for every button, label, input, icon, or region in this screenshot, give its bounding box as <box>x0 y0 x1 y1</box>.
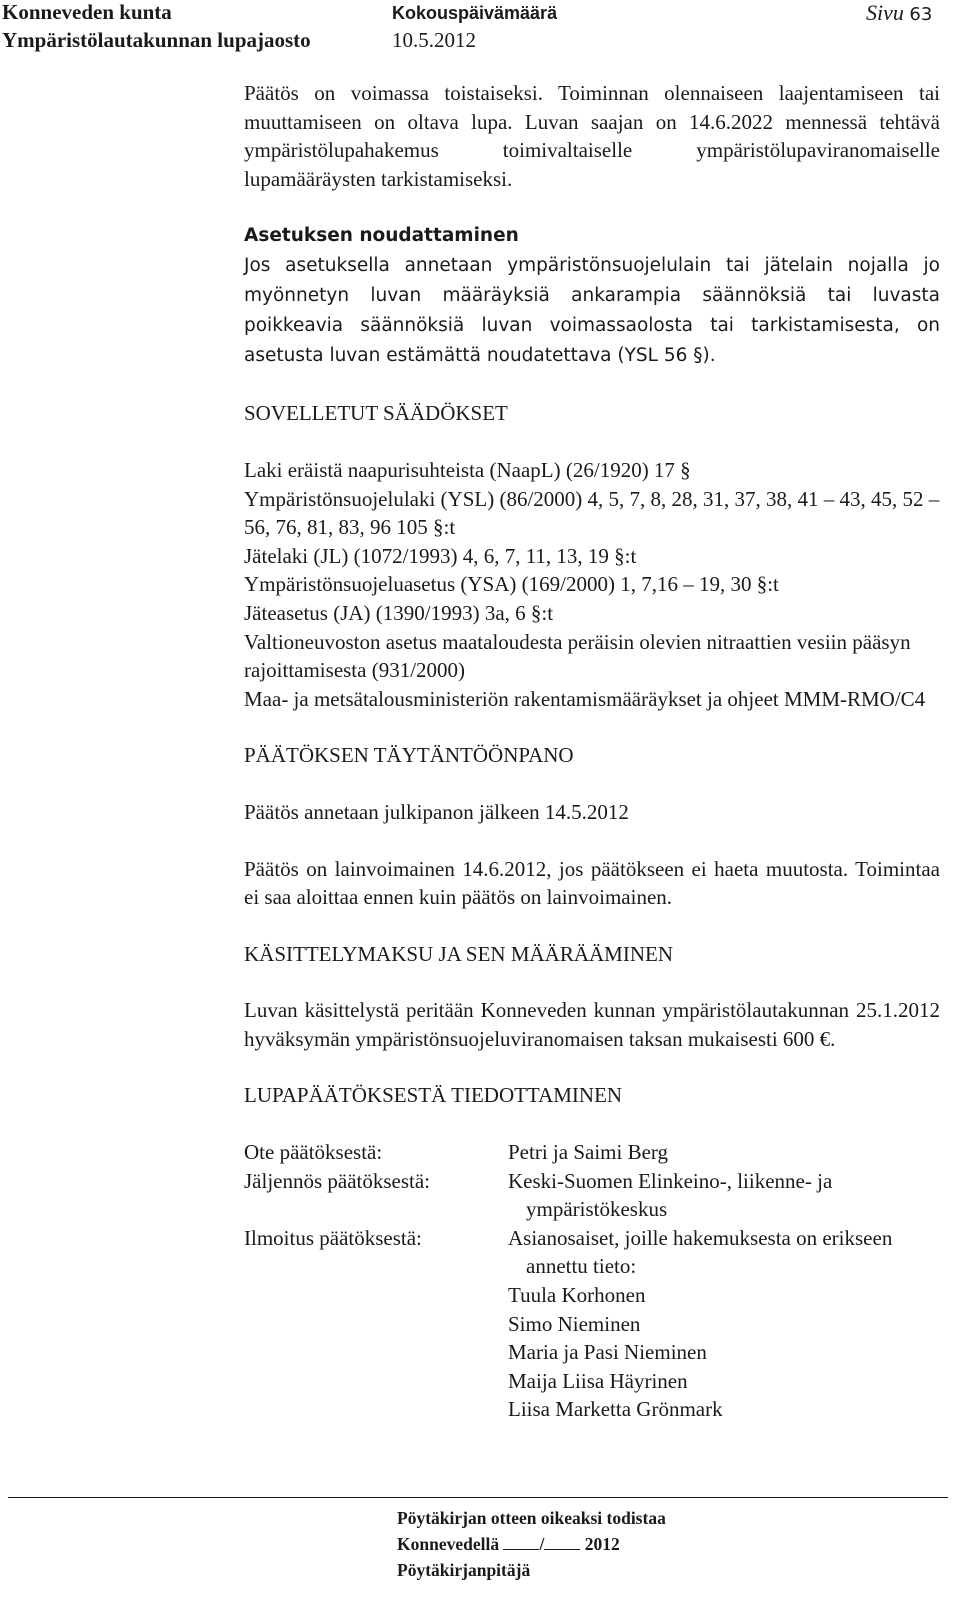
saados-item: Ympäristönsuojeluasetus (YSA) (169/2000) 1, 7,16 – 19, 30 §:t <box>244 572 779 597</box>
recipient: Liisa Marketta Grönmark <box>508 1397 723 1422</box>
month-blank <box>544 1535 580 1550</box>
maksu-heading: KÄSITTELYMAKSU JA SEN MÄÄRÄÄMINEN <box>244 941 673 966</box>
meeting-date: 10.5.2012 <box>392 28 476 52</box>
asetus-paragraph: Jos asetuksella annetaan ympäristönsuojelulain tai jätelain nojalla jo myönnetyn luvan määräyksiä ankarampia säännöksiä tai luvasta poikkeavia säännöksiä luvan voimassaolosta tai tarkistamisesta, on asetusta luvan estämättä noudatettava (YSL 56 ⁠§). <box>244 255 940 367</box>
distribution-list <box>244 1138 940 1424</box>
ilmoitus-value-line: Asianosaiset, joille hakemuksesta on erikseen <box>508 1225 893 1250</box>
recipient: Maria ja Pasi Nieminen <box>508 1340 707 1365</box>
taytanto-paragraph-1: Päätös annetaan julkipanon jälkeen 14.5.2012 <box>244 799 629 824</box>
jaljennos-label: Jäljennös päätöksestä: <box>244 1168 431 1193</box>
ilmoitus-value-line: annettu tieto: <box>526 1254 637 1279</box>
certification-year: 2012 <box>584 1534 620 1554</box>
maksu-paragraph: Luvan käsittelystä peritään Konneveden kunnan ympäristölautakunnan 25.1.2012 hyväksymän ympäristönsuojeluviranomaisen taksan mukaisesti 600 €. <box>244 998 940 1051</box>
saados-item: Laki eräistä naapurisuhteista (NaapL) (26/1920) 17 § <box>244 457 691 482</box>
page-indicator <box>866 0 932 26</box>
municipality-name: Konneveden kunta <box>2 0 172 24</box>
ilmoitus-label: Ilmoitus päätöksestä: <box>244 1225 422 1250</box>
certification-text: Pöytäkirjan otteen oikeaksi todistaa <box>397 1508 666 1528</box>
page-word: Sivu <box>866 0 904 25</box>
tiedottaminen-heading: LUPAPÄÄTÖKSESTÄ TIEDOTTAMINEN <box>244 1083 623 1108</box>
meeting-date-label: Kokouspäivämäärä <box>392 3 558 23</box>
footer-divider <box>8 1497 948 1498</box>
document-body <box>244 79 940 1424</box>
saados-item: Jätelaki (JL) (1072/1993) 4, 6, 7, 11, 13, 19 §:t <box>244 543 637 568</box>
jaljennos-value-line: ympäristökeskus <box>526 1197 668 1222</box>
certification-place-date <box>397 1531 666 1557</box>
ilmoitus-value <box>508 1224 940 1424</box>
page-number: 63 <box>909 4 933 25</box>
day-blank <box>503 1535 539 1550</box>
saadokset-heading: SOVELLETUT SÄÄDÖKSET <box>244 401 508 426</box>
certification-place: Konnevedellä <box>397 1534 500 1554</box>
jaljennos-value-line: Keski-Suomen Elinkeino-, liikenne- ja <box>508 1168 833 1193</box>
committee-name: Ympäristölautakunnan lupajaosto <box>2 28 311 52</box>
jaljennos-value <box>508 1167 940 1224</box>
saados-item: Ympäristönsuojelulaki (YSL) (86/2000) 4, 5, 7, 8, 28, 31, 37, 38, 41 – 43, 45, 52 – 56, 76, 81, 83, 96 105 §:t <box>244 486 940 540</box>
ote-label: Ote päätöksestä: <box>244 1140 383 1165</box>
taytanto-heading: PÄÄTÖKSEN TÄYTÄNTÖÖNPANO <box>244 743 574 768</box>
date-separator: / <box>539 1534 545 1554</box>
recipient: Tuula Korhonen <box>508 1283 646 1308</box>
certification-block <box>397 1505 666 1583</box>
saados-item: Valtioneuvoston asetus maataloudesta peräisin olevien nitraattien vesiin pääsyn rajoittamisesta (931/2000) <box>244 629 911 683</box>
saados-item: Maa- ja metsätalousministeriön rakentamismääräykset ja ohjeet MMM-RMO/C4 <box>244 686 926 711</box>
minutes-keeper: Pöytäkirjanpitäjä <box>397 1560 531 1580</box>
recipient: Maija Liisa Häyrinen <box>508 1368 688 1393</box>
ote-value: Petri ja Saimi Berg <box>508 1140 669 1165</box>
asetus-heading: Asetuksen noudattaminen <box>244 225 519 247</box>
intro-paragraph: Päätös on voimassa toistaiseksi. Toiminnan olennaiseen laajentamiseen tai muuttamiseen on oltava lupa. Luvan saajan on 14.6.2022 mennessä tehtävä ympäristölupahakemus toimivaltaiselle ympäristölupaviranomaiselle lupamääräysten tarkistamiseksi. <box>244 81 940 191</box>
taytanto-paragraph-2: Päätös on lainvoimainen 14.6.2012, jos päätökseen ei haeta muutosta. Toimintaa ei saa aloittaa ennen kuin päätös on lainvoimainen. <box>244 856 940 910</box>
recipient: Simo Nieminen <box>508 1311 641 1336</box>
saados-item: Jäteasetus (JA) (1390/1993) 3a, 6 §:t <box>244 600 554 625</box>
